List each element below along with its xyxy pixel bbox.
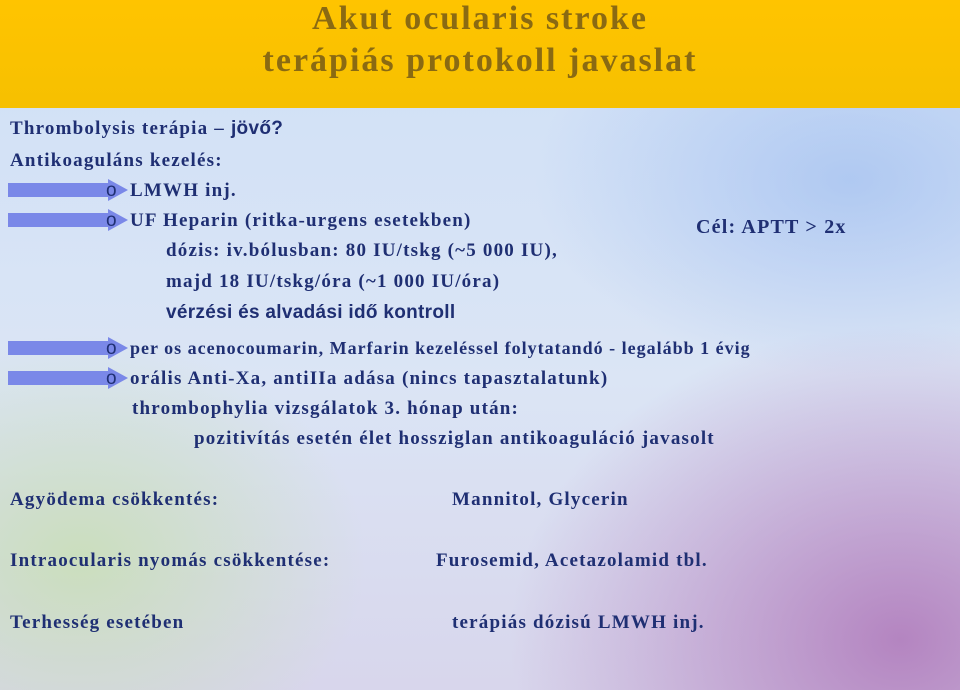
lmwh-item: LMWH inj. [130, 180, 237, 201]
page-title-line1: Akut ocularis stroke [312, 0, 648, 37]
bullet-marker: o [106, 210, 117, 231]
bullet-marker: o [106, 180, 117, 201]
dose-line-1: dózis: iv.bólusban: 80 IU/tskg (~5 000 IU), [166, 240, 558, 261]
positivity-note: pozitivítás esetén élet hossziglan antikoaguláció javasolt [194, 428, 715, 449]
bullet-marker: o [106, 338, 117, 359]
row-value-pregnancy: terápiás dózisú LMWH inj. [452, 612, 705, 633]
thrombophylia-note: thrombophylia vizsgálatok 3. hónap után: [132, 398, 520, 419]
row-label-pregnancy: Terhesség esetében [10, 612, 185, 633]
row-value-edema: Mannitol, Glycerin [452, 489, 629, 510]
uf-heparin-item: UF Heparin (ritka-urgens esetekben) [130, 210, 472, 231]
per-os-item: per os acenocoumarin, Marfarin kezeléssel folytatandó - legalább 1 évig [130, 338, 751, 358]
thrombolysis-emphasis: jövő? [230, 118, 284, 139]
goal-note: Cél: APTT > 2x [696, 216, 847, 238]
page-title-line2: terápiás protokoll javaslat [262, 42, 698, 79]
row-label-edema: Agyödema csökkentés: [10, 489, 220, 510]
thrombolysis-label: Thrombolysis terápia – [10, 118, 231, 139]
anticoag-heading: Antikoaguláns kezelés: [10, 150, 223, 171]
dose-line-2: majd 18 IU/tskg/óra (~1 000 IU/óra) [166, 271, 501, 292]
row-label-pressure: Intraocularis nyomás csökkentése: [10, 550, 331, 571]
control-note: vérzési és alvadási idő kontroll [166, 302, 456, 323]
thrombolysis-line [10, 118, 283, 140]
oral-anti-item: orális Anti-Xa, antiIIa adása (nincs tapasztalatunk) [130, 368, 609, 389]
header-banner [0, 0, 960, 108]
row-value-pressure: Furosemid, Acetazolamid tbl. [436, 550, 708, 571]
bullet-marker: o [106, 368, 117, 389]
